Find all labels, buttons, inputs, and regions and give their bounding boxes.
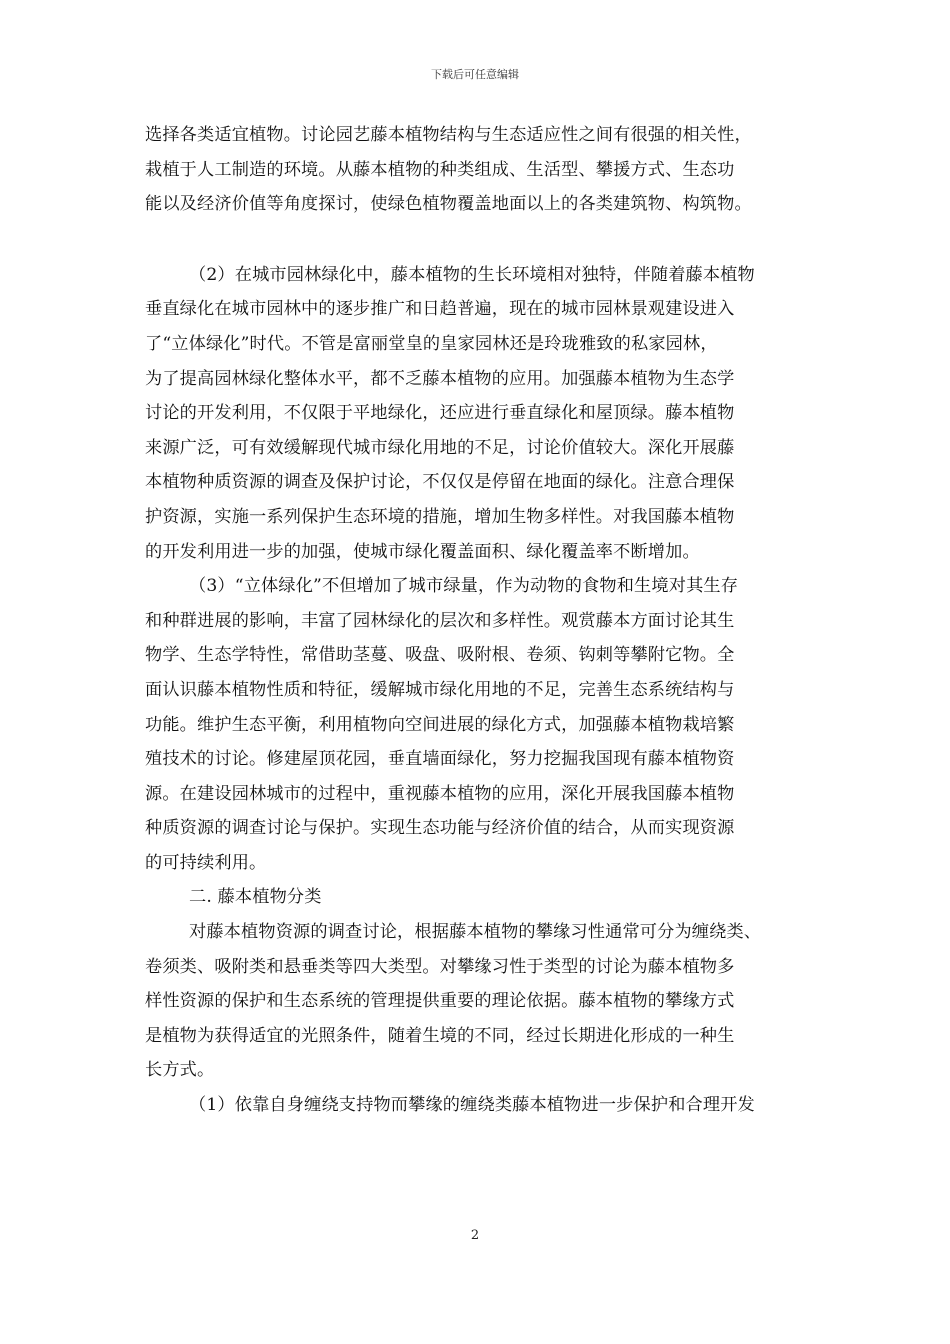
page-number: 2 <box>470 1228 480 1243</box>
text-line: 选择各类适宜植物。讨论园艺藤本植物结构与生态适应性之间有很强的相关性， <box>145 125 752 145</box>
paragraph-1 <box>145 118 810 222</box>
text-line: 面认识藤本植物性质和特征，缓解城市绿化用地的不足，完善生态系统结构与 <box>145 679 735 700</box>
text-line: 了“立体绿化”时代。不管是富丽堂皇的皇家园林还是玲珑雅致的私家园林， <box>145 333 718 354</box>
text-line: （1）依靠自身缠绕支持物而攀缘的缠绕类藤本植物进一步保护和合理开发 <box>189 1095 755 1116</box>
text-line: 和种群进展的影响，丰富了园林绿化的层次和多样性。观赏藤本方面讨论其生 <box>145 610 735 631</box>
section-heading: 二. 藤本植物分类 <box>189 887 322 908</box>
text-line: 样性资源的保护和生态系统的管理提供重要的理论依据。藤本植物的攀缘方式 <box>145 991 735 1012</box>
paragraph-gap <box>145 222 810 258</box>
text-line: 的可持续利用。 <box>145 852 267 873</box>
text-line: 功能。维护生态平衡，利用植物向空间进展的绿化方式，加强藤本植物栽培繁 <box>145 714 735 735</box>
paragraph-2 <box>145 258 810 569</box>
text-line: 是植物为获得适宜的光照条件，随着生境的不同，经过长期进化形成的一种生 <box>145 1025 735 1046</box>
text-line: 来源广泛，可有效缓解现代城市绿化用地的不足，讨论价值较大。深化开展藤 <box>145 437 735 458</box>
paragraph-5 <box>145 1088 810 1123</box>
text-line: （2）在城市园林绿化中，藤本植物的生长环境相对独特，伴随着藤本植物 <box>189 264 755 285</box>
text-line: 的开发利用进一步的加强，使城市绿化覆盖面积、绿化覆盖率不断增加。 <box>145 541 700 562</box>
text-line: 长方式。 <box>145 1060 215 1081</box>
paragraph-4 <box>145 915 810 1088</box>
text-line: 垂直绿化在城市园林中的逐步推广和日趋普遍，现在的城市园林景观建设进入 <box>145 299 735 320</box>
paragraph-3 <box>145 569 810 880</box>
text-line: 栽植于人工制造的环境。从藤本植物的种类组成、生活型、攀援方式、生态功 <box>145 159 735 180</box>
text-line: 物学、生态学特性，常借助茎蔓、吸盘、吸附根、卷须、钩刺等攀附它物。全 <box>145 645 735 666</box>
page-header: 下载后可任意编辑 <box>431 68 519 81</box>
text-line: 殖技术的讨论。修建屋顶花园，垂直墙面绿化，努力挖掘我国现有藤本植物资 <box>145 749 735 770</box>
text-line: 讨论的开发利用，不仅限于平地绿化，还应进行垂直绿化和屋顶绿。藤本植物 <box>145 403 735 424</box>
text-line: 卷须类、吸附类和悬垂类等四大类型。对攀缘习性于类型的讨论为藤本植物多 <box>145 956 735 977</box>
document-body <box>145 118 810 1123</box>
text-line: 能以及经济价值等角度探讨，使绿色植物覆盖地面以上的各类建筑物、构筑物。 <box>145 194 752 215</box>
text-line: 本植物种质资源的调查及保护讨论，不仅仅是停留在地面的绿化。注意合理保 <box>145 472 735 493</box>
text-line: （3）“立体绿化”不但增加了城市绿量，作为动物的食物和生境对其生存 <box>189 576 739 597</box>
text-line: 对藤本植物资源的调查讨论，根据藤本植物的攀缘习性通常可分为缠绕类、 <box>189 922 762 943</box>
text-line: 为了提高园林绿化整体水平，都不乏藤本植物的应用。加强藤本植物为生态学 <box>145 368 735 389</box>
text-line: 护资源，实施一系列保护生态环境的措施，增加生物多样性。对我国藤本植物 <box>145 506 735 527</box>
text-line: 源。在建设园林城市的过程中，重视藤本植物的应用，深化开展我国藤本植物 <box>145 783 735 804</box>
text-line: 种质资源的调查讨论与保护。实现生态功能与经济价值的结合，从而实现资源 <box>145 818 735 839</box>
